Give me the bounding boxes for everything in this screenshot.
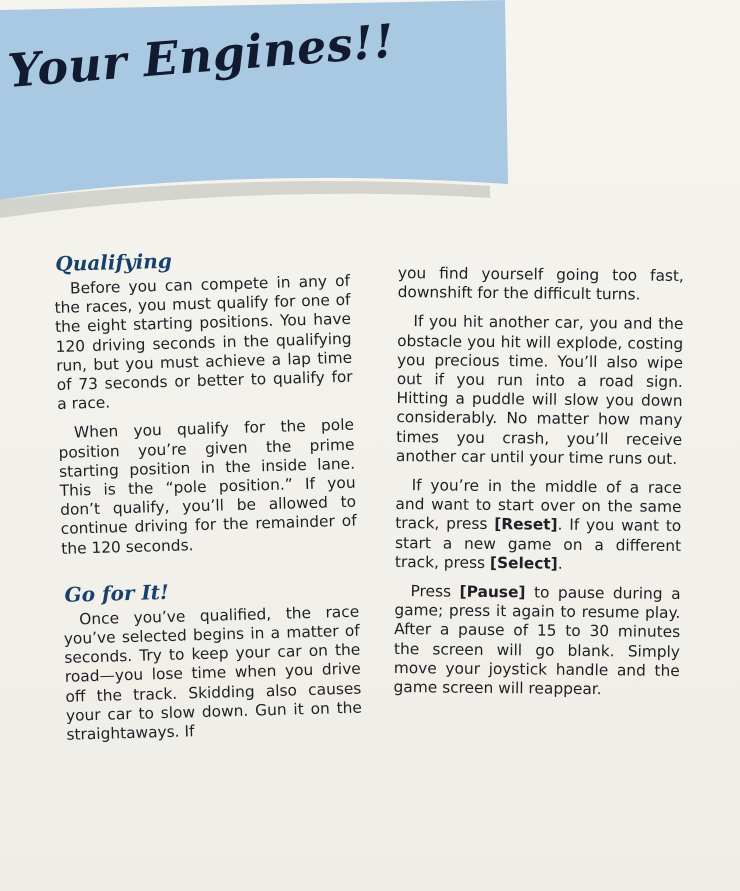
qualifying-paragraph-1: Before you can compete in any of the races, you must qualify for one of the eight starting positions. You have 120 driving seconds in the qualifying run, but you must achieve a lap time of 73 seconds or better to qualify for a race. (54, 271, 353, 414)
reset-text-3: . (557, 554, 563, 573)
left-column (53, 244, 363, 755)
section-title-qualifying: Qualifying (54, 248, 173, 276)
pause-key-label: [Pause] (459, 582, 526, 602)
reset-text-2: . If you want to start a new game on a different track, press (394, 516, 682, 572)
continuation-paragraph: you find yourself going too fast, downshift for the difficult turns. (397, 264, 684, 304)
qualifying-paragraph-2: When you qualify for the pole position you’re given the prime starting position in the inside lane. This is the “pole position.” If you don’t qualify, you’ll be allowed to continue driving for the remainder of the 120 seconds. (58, 416, 357, 558)
pause-paragraph (393, 582, 680, 700)
reset-paragraph (395, 476, 682, 575)
right-column (393, 264, 684, 710)
page-heading: Your Engines!! (5, 13, 397, 98)
select-key-label: [Select] (489, 553, 558, 573)
reset-text-1: If you’re in the middle of a race and want to start over on the same track, press (395, 476, 682, 534)
go-for-it-paragraph-1: Once you’ve qualified, the race you’ve selected begins in a matter of seconds. Try to keep your car on the road—you lose time when you drive off the track. Skidding also causes your car to slow down. Gun it on the straightaways. If (63, 602, 363, 744)
pause-text-2: to pause during a game; press it again to resume play. After a pause of 15 to 30 minutes the screen will go blank. Simply move your joystick handle and the game screen will reappear. (393, 583, 681, 699)
crash-paragraph: If you hit another car, you and the obstacle you hit will explode, costing you precious time. You’ll also wipe out if you run into a road sign. Hitting a puddle will slow you down considerably. No matter how many times you crash, you’ll receive another car until your time runs out. (395, 312, 684, 468)
section-title-go-for-it: Go for It! (64, 579, 170, 607)
reset-key-label: [Reset] (494, 515, 558, 535)
pause-text-1: Press (410, 582, 460, 601)
